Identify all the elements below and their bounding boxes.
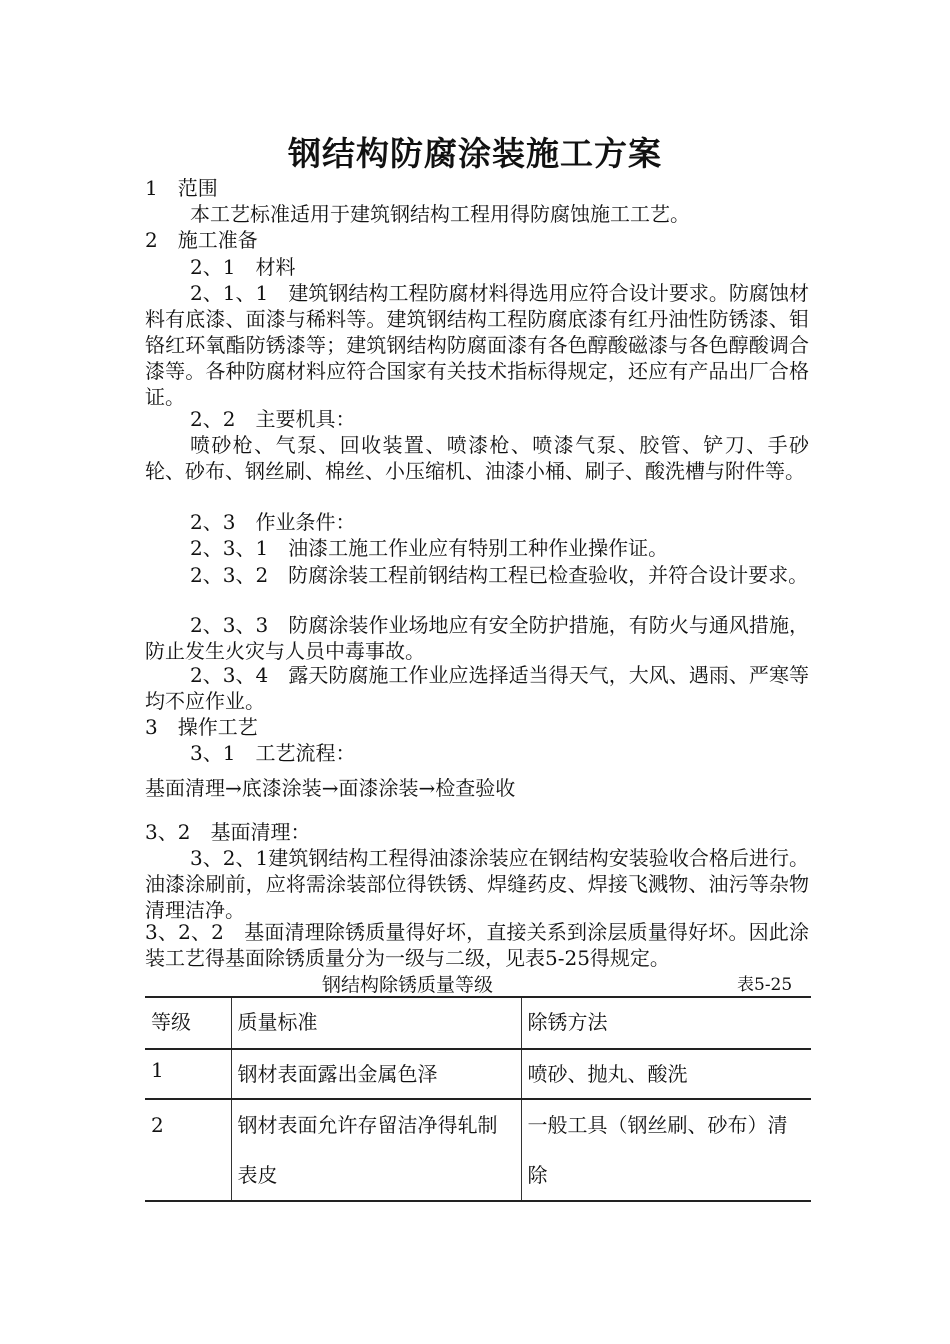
header-rust-removal-method: 除锈方法 bbox=[521, 997, 811, 1049]
table-number: 表5-25 bbox=[737, 975, 793, 995]
section-2-3-3-paragraph: 2、3、3 防腐涂装作业场地应有安全防护措施，有防火与通风措施，防止发生火灾与人员中毒事故。 bbox=[145, 613, 809, 663]
table-row bbox=[145, 1049, 811, 1099]
section-3-2-heading: 3、2 基面清理： bbox=[145, 820, 311, 844]
section-3-2-1-paragraph: 3、2、1建筑钢结构工程得油漆涂装应在钢结构安装验收合格后进行。油漆涂刷前，应将需涂装部位得铁锈、焊缝药皮、焊接飞溅物、油污等杂物清理洁净。 bbox=[145, 846, 809, 922]
section-2-3-heading: 2、3 作业条件： bbox=[190, 510, 356, 534]
section-2-3-4-paragraph: 2、3、4 露天防腐施工作业应选择适当得天气，大风、遇雨、严寒等均不应作业。 bbox=[145, 663, 809, 713]
table-header-row bbox=[145, 997, 811, 1049]
process-flow: 基面清理→底漆涂装→面漆涂装→检查验收 bbox=[145, 776, 516, 800]
document-title: 钢结构防腐涂装施工方案 bbox=[288, 134, 662, 173]
row-1-grade: 1 bbox=[151, 1058, 164, 1082]
table-row bbox=[145, 1099, 811, 1201]
header-grade: 等级 bbox=[151, 1010, 191, 1034]
section-1-heading: 1 范围 bbox=[145, 176, 218, 200]
section-2-3-2-paragraph: 2、3、2 防腐涂装工程前钢结构工程已检查验收，并符合设计要求。 bbox=[190, 563, 809, 587]
section-3-2-2-paragraph: 3、2、2 基面清理除锈质量得好坏，直接关系到涂层质量得好坏。因此涂装工艺得基面除锈质量分为一级与二级，见表5-25得规定。 bbox=[145, 920, 809, 970]
row-1-method: 喷砂、抛丸、酸洗 bbox=[521, 1049, 811, 1099]
section-3-1-heading: 3、1 工艺流程： bbox=[190, 741, 356, 765]
rust-grade-table bbox=[145, 996, 811, 1202]
section-1-body: 本工艺标准适用于建筑钢结构工程用得防腐蚀施工工艺。 bbox=[190, 202, 690, 226]
header-quality-standard: 质量标准 bbox=[231, 997, 521, 1049]
section-2-2-heading: 2、2 主要机具： bbox=[190, 407, 356, 431]
row-2-quality-standard: 钢材表面允许存留洁净得轧制表皮 bbox=[231, 1099, 521, 1201]
section-3-heading: 3 操作工艺 bbox=[145, 715, 258, 739]
section-2-2-paragraph: 喷砂枪、气泵、回收装置、喷漆枪、喷漆气泵、胶管、铲刀、手砂轮、砂布、钢丝刷、棉丝、小压缩机、油漆小桶、刷子、酸洗槽与附件等。 bbox=[145, 433, 809, 483]
row-2-grade: 2 bbox=[151, 1113, 164, 1137]
table-caption: 钢结构除锈质量等级 bbox=[322, 974, 494, 996]
section-2-1-1-paragraph: 2、1、1 建筑钢结构工程防腐材料得选用应符合设计要求。防腐蚀材料有底漆、面漆与稀料等。建筑钢结构工程防腐底漆有红丹油性防锈漆、钼铬红环氧酯防锈漆等；建筑钢结构防腐面漆有各色醇酸磁漆与各色醇酸调合漆等。各种防腐材料应符合国家有关技术指标得规定，还应有产品出厂合格证。 bbox=[145, 281, 809, 409]
section-2-1-heading: 2、1 材料 bbox=[190, 255, 296, 279]
section-2-heading: 2 施工准备 bbox=[145, 228, 258, 252]
row-2-method: 一般工具（钢丝刷、砂布）清除 bbox=[521, 1099, 811, 1201]
section-2-3-1-paragraph: 2、3、1 油漆工施工作业应有特别工种作业操作证。 bbox=[190, 536, 669, 560]
row-1-quality-standard: 钢材表面露出金属色泽 bbox=[231, 1049, 521, 1099]
